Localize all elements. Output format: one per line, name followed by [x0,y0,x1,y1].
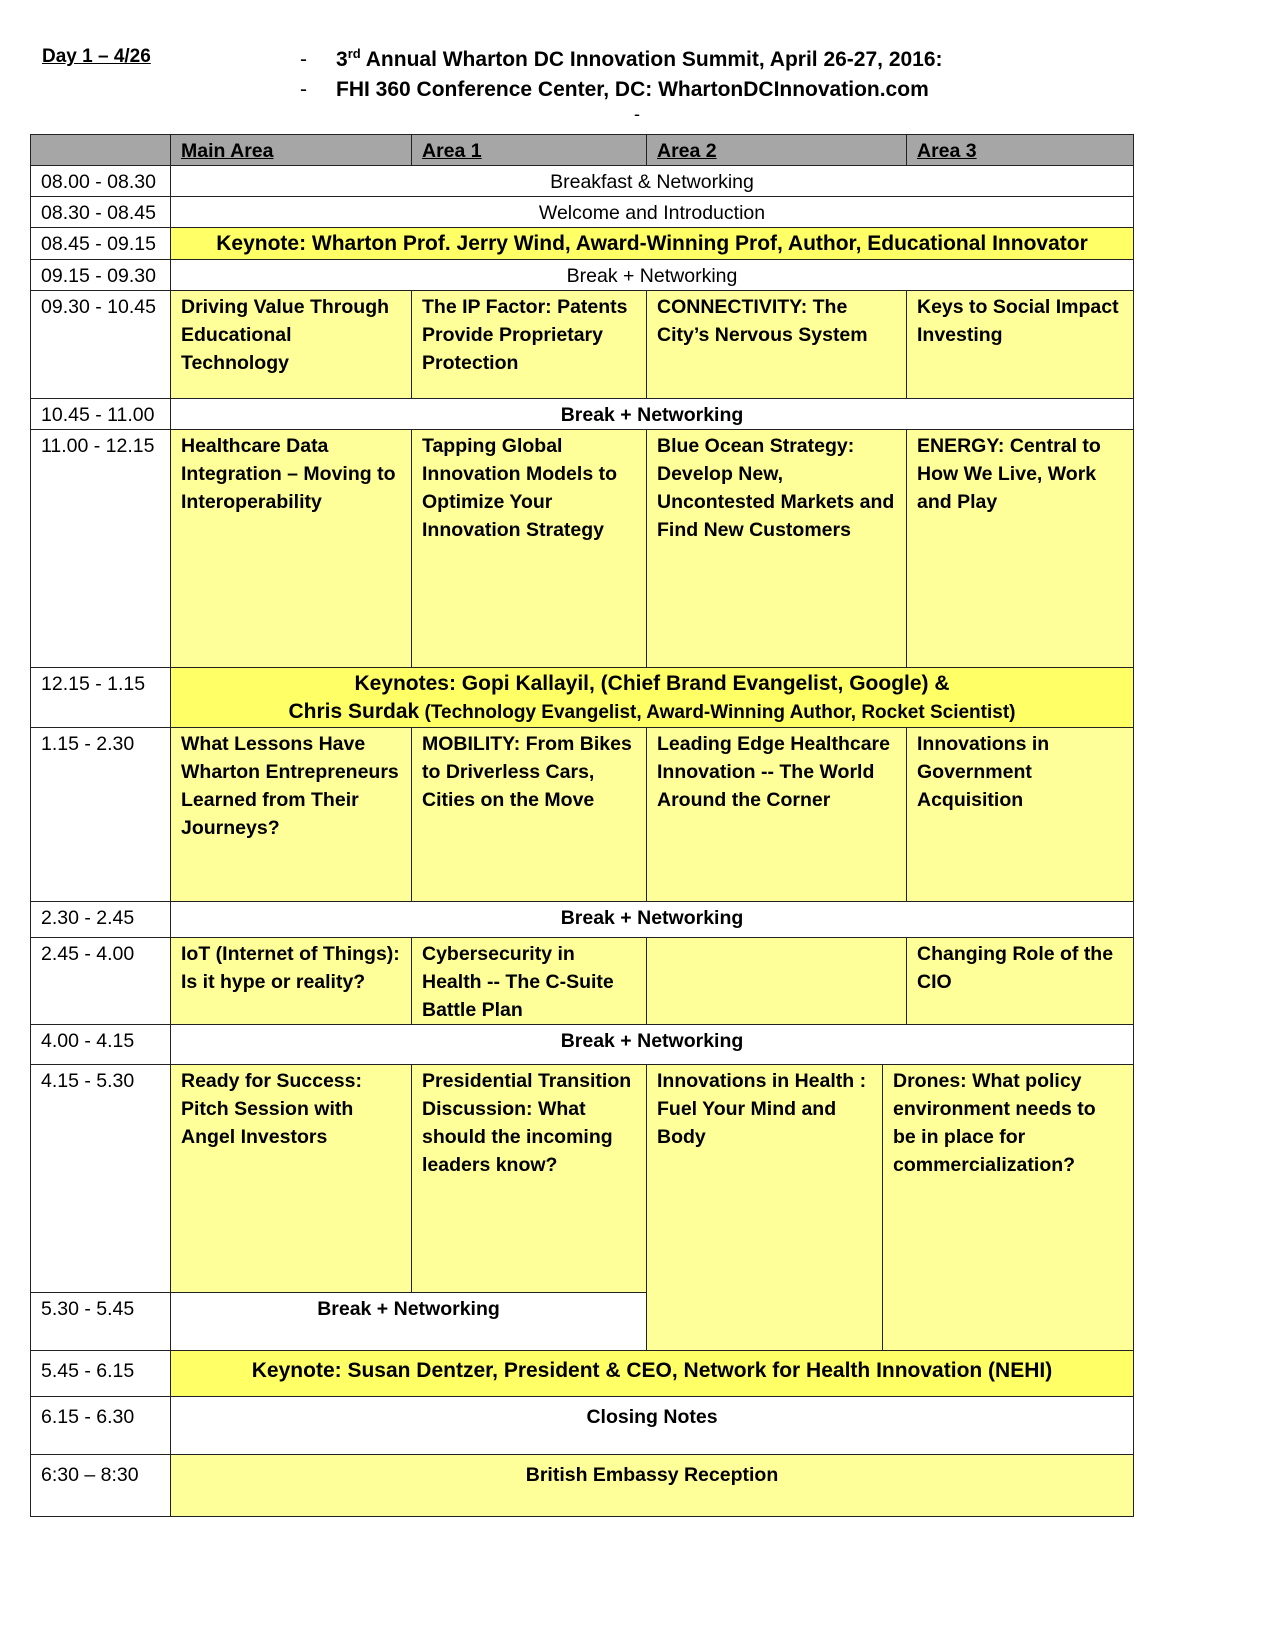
venue-line [300,78,929,102]
session-cell: Presidential Transition Discussion: What should the incoming leaders know? [412,1065,647,1293]
session-cell: Innovations in Government Acquisition [907,728,1134,902]
session-cell: Changing Role of the CIO [907,938,1134,1025]
table-row [31,1351,1134,1397]
keynote-speaker-name: Chris Surdak [288,700,420,723]
title-ordinal-suffix: rd [347,46,361,61]
session-cell: Driving Value Through Educational Technology [171,291,412,399]
breakfast-cell: Breakfast & Networking [171,166,1134,197]
session-cell: Tapping Global Innovation Models to Optimize Your Innovation Strategy [412,430,647,668]
table-row [31,260,1134,291]
title-text: Annual Wharton DC Innovation Summit, April 26-27, 2016: [360,48,943,71]
column-header-area-2: Area 2 [647,135,907,166]
schedule-table [30,134,1134,1517]
header-time-cell [31,135,171,166]
keynote-cell: Keynote: Wharton Prof. Jerry Wind, Award-Winning Prof, Author, Educational Innovator [171,228,1134,260]
table-row [31,1025,1134,1065]
break-cell: Break + Networking [171,1293,647,1351]
time-slot: 2.45 - 4.00 [31,938,171,1025]
heading-dash: - [300,78,307,101]
table-row [31,1455,1134,1517]
keynote-speaker-title: (Technology Evangelist, Award-Winning Author, Rocket Scientist) [419,702,1016,723]
welcome-cell: Welcome and Introduction [171,197,1134,228]
table-row [31,668,1134,728]
session-cell: Keys to Social Impact Investing [907,291,1134,399]
keynote-cell: Keynote: Susan Dentzer, President & CEO, Network for Health Innovation (NEHI) [171,1351,1134,1397]
table-row [31,197,1134,228]
heading-dash: - [300,48,307,71]
time-slot: 4.15 - 5.30 [31,1065,171,1293]
session-cell: ENERGY: Central to How We Live, Work and Play [907,430,1134,668]
table-header-row [31,135,1134,166]
session-cell: CONNECTIVITY: The City’s Nervous System [647,291,907,399]
break-cell: Break + Networking [171,399,1134,430]
session-cell: What Lessons Have Wharton Entrepreneurs Learned from Their Journeys? [171,728,412,902]
table-row [31,399,1134,430]
keynote-line-1: Keynotes: Gopi Kallayil, (Chief Brand Evangelist, Google) & [354,672,950,695]
summit-title [300,46,943,72]
table-row [31,938,1134,1025]
time-slot: 11.00 - 12.15 [31,430,171,668]
heading-dash: - [634,104,640,124]
time-slot: 6:30 – 8:30 [31,1455,171,1517]
session-cell: The IP Factor: Patents Provide Proprietary Protection [412,291,647,399]
time-slot: 09.30 - 10.45 [31,291,171,399]
table-row [31,902,1134,938]
time-slot: 4.00 - 4.15 [31,1025,171,1065]
break-cell: Break + Networking [171,1025,1134,1065]
table-row [31,430,1134,668]
keynote-cell [171,668,1134,728]
reception-cell: British Embassy Reception [171,1455,1134,1517]
day-label: Day 1 – 4/26 [42,46,151,67]
time-slot: 08.45 - 09.15 [31,228,171,260]
session-cell: Innovations in Health : Fuel Your Mind and Body [647,1065,883,1351]
table-row [31,728,1134,902]
session-cell: Ready for Success: Pitch Session with Angel Investors [171,1065,412,1293]
session-cell: Leading Edge Healthcare Innovation -- The World Around the Corner [647,728,907,902]
time-slot: 5.45 - 6.15 [31,1351,171,1397]
break-cell: Break + Networking [171,260,1134,291]
table-row [31,1065,1134,1293]
closing-notes-cell: Closing Notes [171,1397,1134,1455]
time-slot: 6.15 - 6.30 [31,1397,171,1455]
venue-text: FHI 360 Conference Center, DC: WhartonDCInnovation.com [336,78,929,101]
time-slot: 12.15 - 1.15 [31,668,171,728]
session-cell: IoT (Internet of Things): Is it hype or reality? [171,938,412,1025]
time-slot: 08.00 - 08.30 [31,166,171,197]
time-slot: 10.45 - 11.00 [31,399,171,430]
table-row [31,166,1134,197]
table-row [31,291,1134,399]
column-header-area-1: Area 1 [412,135,647,166]
column-header-area-3: Area 3 [907,135,1134,166]
column-header-main-area: Main Area [171,135,412,166]
title-ordinal: 3 [336,48,348,71]
time-slot: 2.30 - 2.45 [31,902,171,938]
time-slot: 09.15 - 09.30 [31,260,171,291]
time-slot: 5.30 - 5.45 [31,1293,171,1351]
session-cell: Healthcare Data Integration – Moving to Interoperability [171,430,412,668]
table-row [31,228,1134,260]
table-row [31,1397,1134,1455]
time-slot: 08.30 - 08.45 [31,197,171,228]
time-slot: 1.15 - 2.30 [31,728,171,902]
session-cell: MOBILITY: From Bikes to Driverless Cars, Cities on the Move [412,728,647,902]
session-cell-empty [647,938,907,1025]
session-cell: Cybersecurity in Health -- The C-Suite Battle Plan [412,938,647,1025]
session-cell: Drones: What policy environment needs to be in place for commercialization? [883,1065,1134,1351]
session-cell: Blue Ocean Strategy: Develop New, Uncontested Markets and Find New Customers [647,430,907,668]
break-cell: Break + Networking [171,902,1134,938]
